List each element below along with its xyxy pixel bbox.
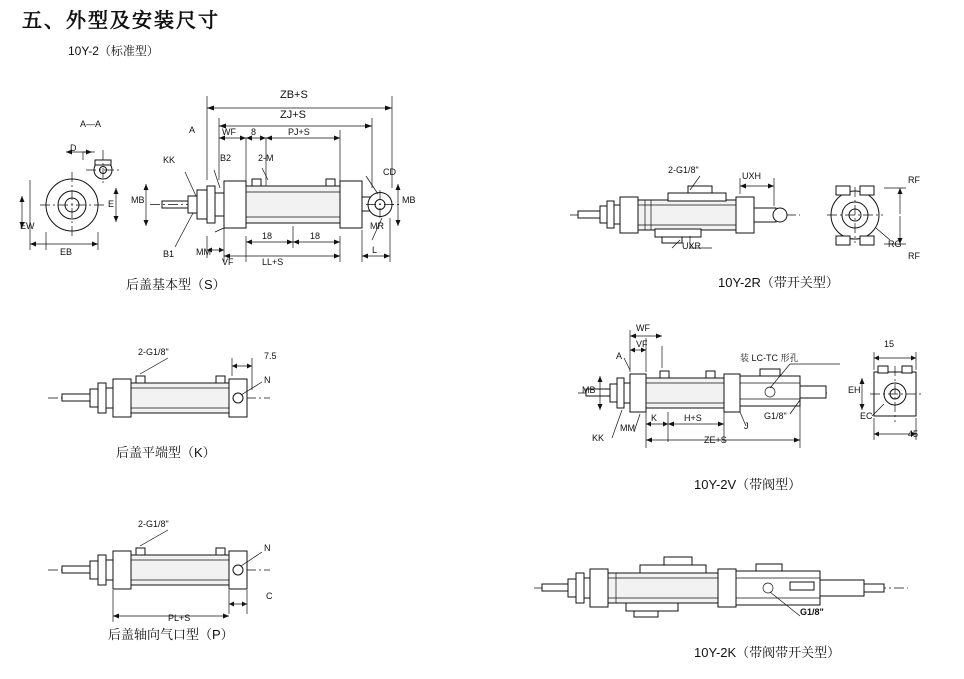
label-2g18-2r: 2-G1/8": [668, 165, 699, 175]
fig-standard-caption: 后盖基本型（S）: [126, 277, 226, 292]
label-mb-2v: MB: [582, 385, 596, 395]
label-j-2v: J: [744, 421, 749, 431]
label-mb-right: MB: [402, 195, 416, 205]
label-b1: B1: [163, 249, 175, 259]
fig-2k-caption: 10Y-2K（带阀带开关型）: [694, 645, 841, 660]
label-cd: CD: [383, 167, 396, 177]
label-mm-2v: MM: [620, 423, 635, 433]
fig-p-caption: 后盖轴向气口型（P）: [108, 627, 234, 642]
dim-18-left: 18: [262, 231, 273, 241]
label-rg: RG: [888, 239, 902, 249]
label-e: E: [108, 199, 115, 209]
dim-d: D: [70, 143, 77, 153]
fig-2v-caption: 10Y-2V（带阀型）: [694, 477, 802, 492]
page-title: 五、外型及安装尺寸: [22, 10, 220, 32]
dim-ze-s: ZE+S: [704, 435, 727, 445]
dim-ll-s: LL+S: [262, 257, 284, 267]
label-2g18-p: 2-G1/8": [138, 519, 169, 529]
dim-wf: WF: [222, 127, 236, 137]
label-n-p: N: [264, 543, 271, 553]
label-eh: EH: [848, 385, 861, 395]
label-lc-tc: 装 LC-TC 形孔: [740, 353, 799, 363]
label-ew: EW: [20, 221, 35, 231]
label-2g18-k: 2-G1/8": [138, 347, 169, 357]
dim-15: 15: [884, 339, 895, 349]
label-g18-2k: G1/8": [800, 607, 824, 617]
label-2-m: 2-M: [258, 153, 274, 163]
dim-zj-s: ZJ+S: [280, 109, 306, 121]
label-kk-2v: KK: [592, 433, 605, 443]
label-c-p: C: [266, 591, 273, 601]
label-uxh: UXH: [742, 171, 762, 181]
dim-l: L: [372, 245, 378, 255]
dim-zb-s: ZB+S: [280, 89, 308, 101]
fig-k-caption: 后盖平端型（K）: [116, 445, 216, 460]
label-a-a: A—A: [80, 119, 102, 129]
label-a: A: [189, 125, 196, 135]
dim-wf-2v: WF: [636, 323, 650, 333]
label-mm: MM: [196, 247, 211, 257]
label-rf-bottom: RF: [908, 251, 920, 261]
fig-2r-caption: 10Y-2R（带开关型）: [718, 275, 839, 290]
label-vf: VF: [222, 257, 234, 267]
label-n-k: N: [264, 375, 271, 385]
dim-7-5: 7.5: [264, 351, 277, 361]
label-ec: EC: [860, 411, 873, 421]
label-rf-top: RF: [908, 175, 920, 185]
label-uxr: UXR: [682, 241, 702, 251]
dim-pj-s: PJ+S: [288, 127, 310, 137]
dim-vf-2v: VF: [636, 339, 648, 349]
dim-h-s: H+S: [684, 413, 702, 423]
label-mb-left: MB: [131, 195, 145, 205]
label-kk: KK: [163, 155, 176, 165]
label-b2: B2: [220, 153, 232, 163]
dim-8: 8: [251, 127, 257, 137]
label-a-2v: A: [616, 351, 623, 361]
model-label: 10Y-2（标准型）: [68, 44, 159, 58]
label-k-2v: K: [651, 413, 658, 423]
dim-45: 45: [908, 429, 919, 439]
label-eb: EB: [60, 247, 73, 257]
dim-18-right: 18: [310, 231, 321, 241]
label-g18-2v: G1/8": [764, 411, 787, 421]
label-mr: MR: [370, 221, 384, 231]
dim-pl-s: PL+S: [168, 613, 191, 623]
